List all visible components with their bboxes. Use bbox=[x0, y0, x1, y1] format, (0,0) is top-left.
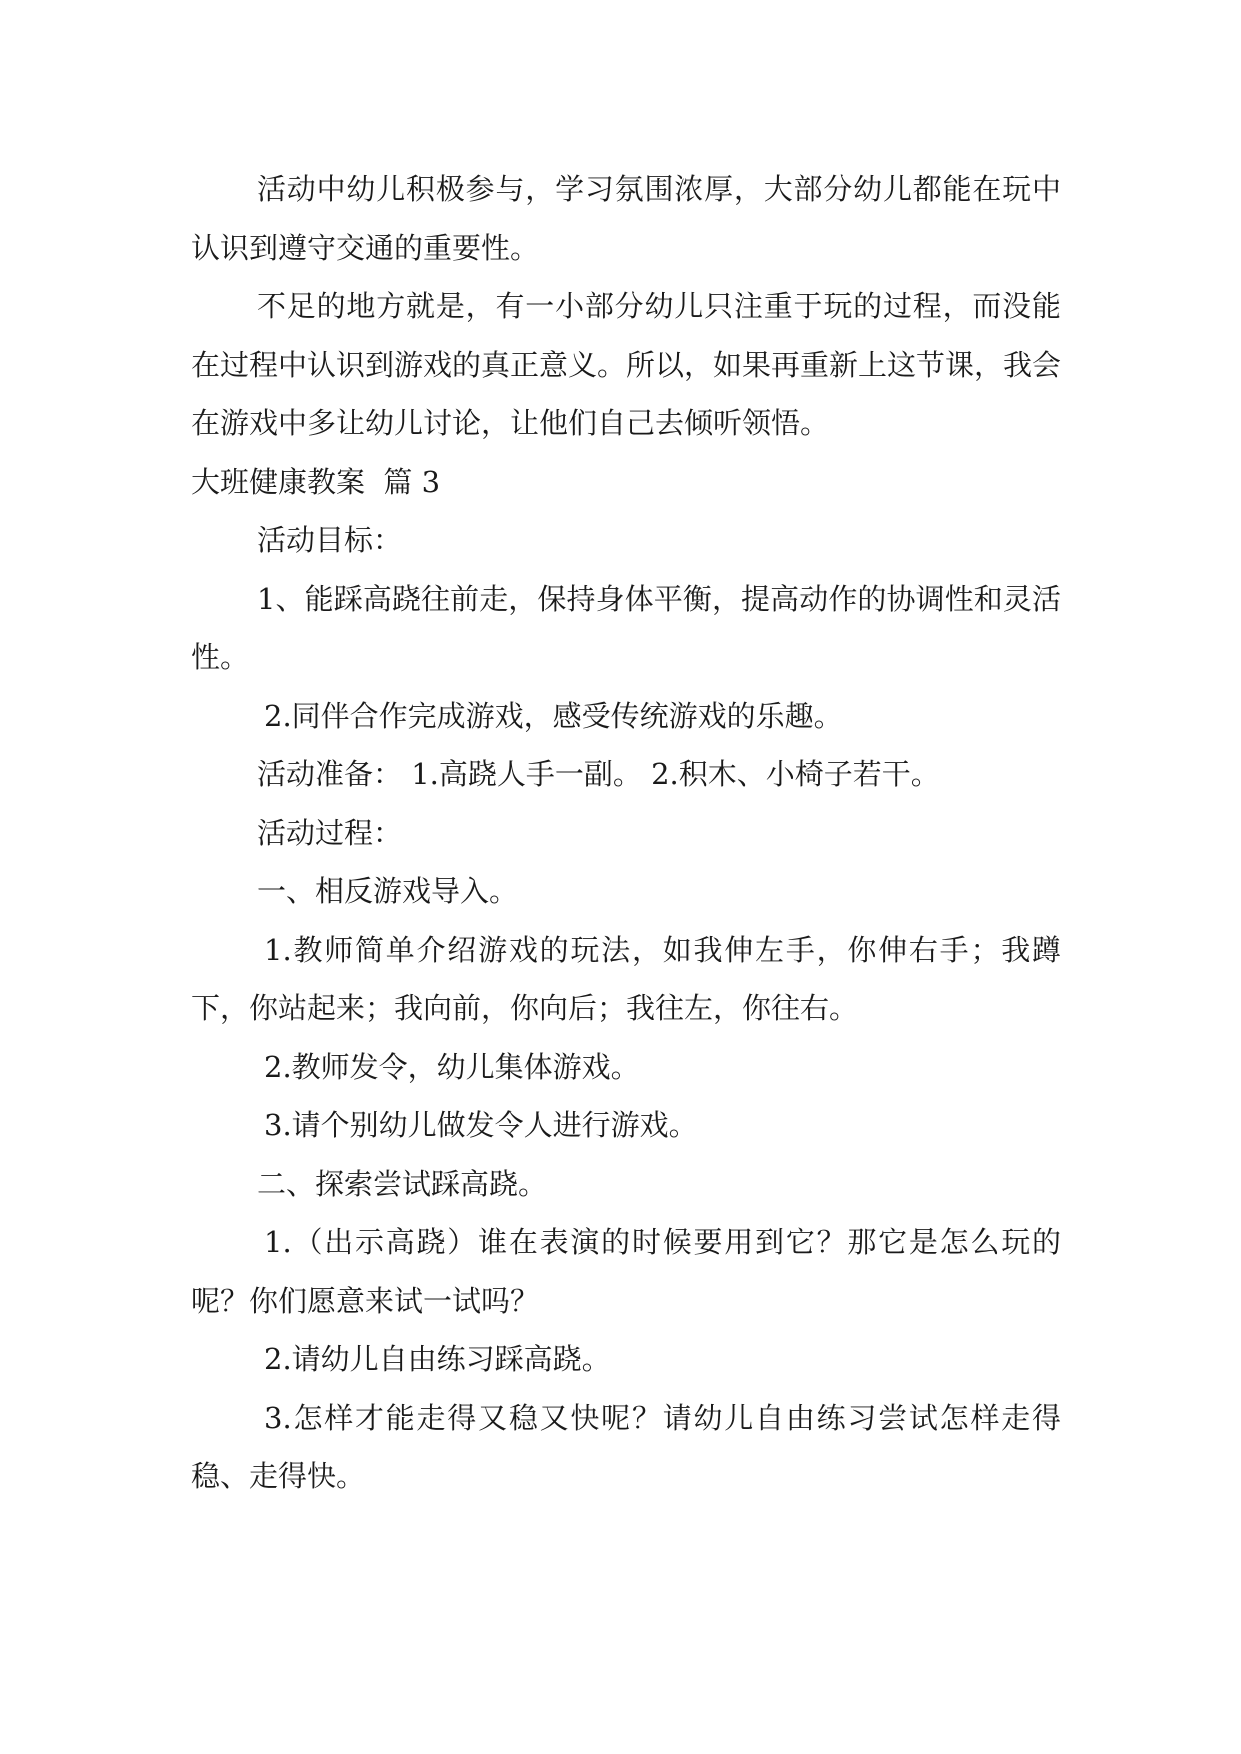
step-heading-2: 二、探索尝试踩高跷。 bbox=[257, 1166, 548, 1201]
goal-item-1: 1、能踩高跷往前走，保持身体平衡，提高动作的协调性和灵活性。 bbox=[191, 581, 1061, 674]
activity-process-label: 活动过程： bbox=[257, 815, 403, 850]
activity-goals-label: 活动目标： bbox=[257, 523, 403, 557]
step-1-item-2: 2.教师发令，幼儿集体游戏。 bbox=[264, 1049, 640, 1084]
document-body bbox=[191, 160, 1061, 1506]
step-2-item-2: 2.请幼儿自由练习踩高跷。 bbox=[264, 1342, 611, 1376]
step-1-item-1: 1.教师简单介绍游戏的玩法，如我伸左手，你伸右手；我蹲下，你站起来；我向前，你向后；我往左，你往右。 bbox=[191, 932, 1061, 1025]
section-heading: 大班健康教案 篇 3 bbox=[191, 464, 441, 499]
goal-item-2: 2.同伴合作完成游戏，感受传统游戏的乐趣。 bbox=[264, 698, 843, 733]
activity-preparation: 活动准备： 1.高跷人手一副。 2.积木、小椅子若干。 bbox=[257, 757, 940, 791]
step-2-item-1: 1.（出示高跷）谁在表演的时候要用到它？那它是怎么玩的呢？你们愿意来试一试吗？ bbox=[191, 1225, 1061, 1318]
paragraph-reflection-shortcoming: 不足的地方就是，有一小部分幼儿只注重于玩的过程，而没能在过程中认识到游戏的真正意义。所以，如果再重新上这节课，我会在游戏中多让幼儿讨论，让他们自己去倾听领悟。 bbox=[191, 289, 1062, 440]
step-2-item-3: 3.怎样才能走得又稳又快呢？请幼儿自由练习尝试怎样走得稳、走得快。 bbox=[191, 1400, 1061, 1493]
step-heading-1: 一、相反游戏导入。 bbox=[257, 874, 519, 908]
paragraph-reflection-positive: 活动中幼儿积极参与，学习氛围浓厚，大部分幼儿都能在玩中认识到遵守交通的重要性。 bbox=[191, 172, 1061, 265]
step-1-item-3: 3.请个别幼儿做发令人进行游戏。 bbox=[264, 1108, 698, 1142]
